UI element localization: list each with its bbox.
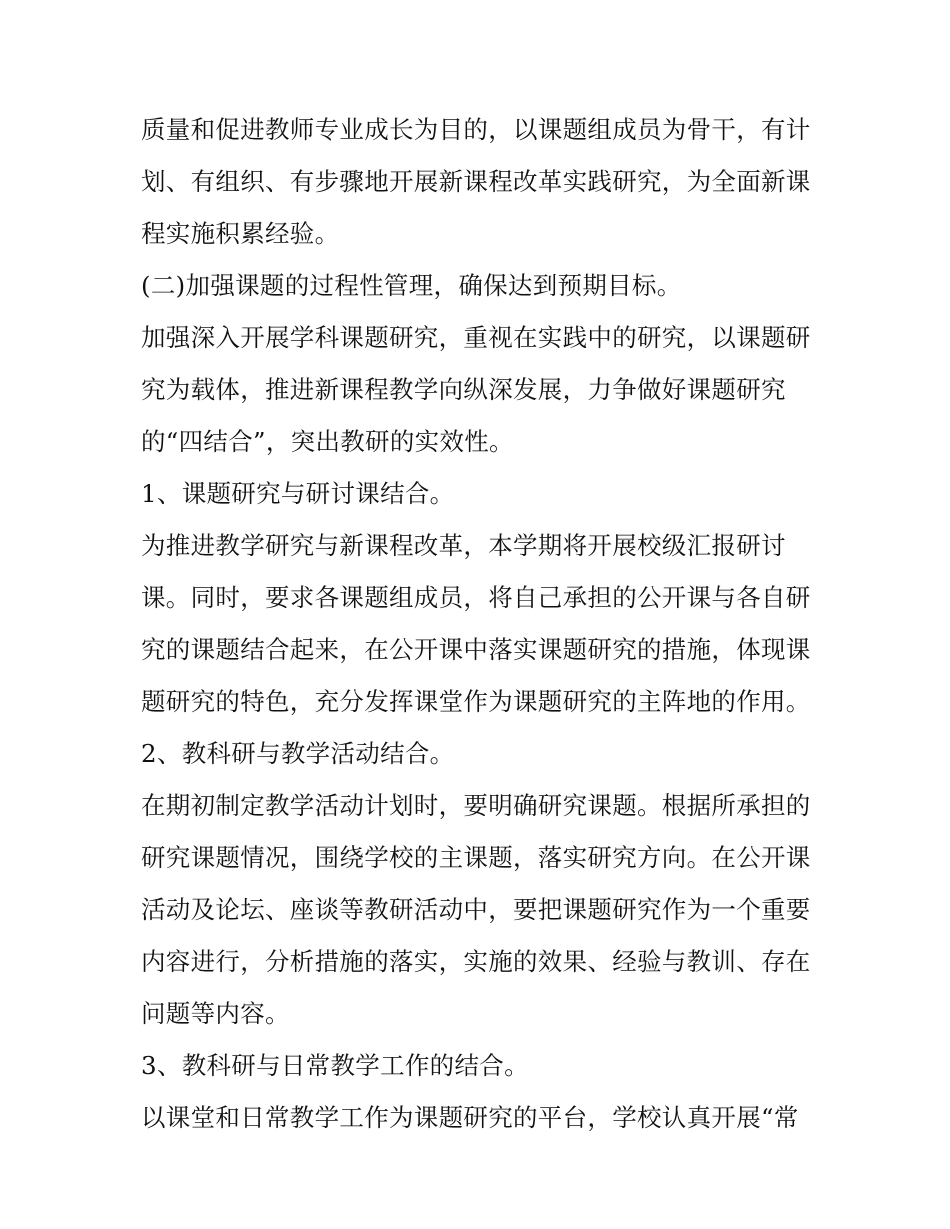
text-line: 为推进教学研究与新课程改革，本学期将开展校级汇报研讨 (141, 531, 786, 560)
text-line: 划、有组织、有步骤地开展新课程改革实践研究，为全面新课 (141, 167, 811, 196)
text-line: 在期初制定教学活动计划时，要明确研究课题。根据所承担的 (141, 791, 811, 820)
text-line: 研究课题情况，围绕学校的主课题，落实研究方向。在公开课 (141, 843, 811, 872)
text-line: 加强深入开展学科课题研究，重视在实践中的研究，以课题研 (141, 323, 811, 352)
text-line: 究的课题结合起来，在公开课中落实课题研究的措施，体现课 (141, 635, 811, 664)
document-page (141, 104, 821, 1144)
subsection-heading: 3、教科研与日常教学工作的结合。 (141, 1051, 529, 1080)
section-heading: (二)加强课题的过程性管理，确保达到预期目标。 (141, 271, 682, 300)
text-line: 题研究的特色，充分发挥课堂作为课题研究的主阵地的作用。 (141, 687, 811, 716)
text-line: 问题等内容。 (141, 999, 290, 1028)
text-line: 究为载体，推进新课程教学向纵深发展，力争做好课题研究 (141, 375, 786, 404)
text-line: 内容进行，分析措施的落实，实施的效果、经验与教训、存在 (141, 947, 811, 976)
text-line: 课。同时，要求各课题组成员，将自己承担的公开课与各自研 (141, 583, 811, 612)
text-line: 活动及论坛、座谈等教研活动中，要把课题研究作为一个重要 (141, 895, 811, 924)
subsection-heading: 1、课题研究与研讨课结合。 (141, 479, 455, 508)
text-line: 以课堂和日常教学工作为课题研究的平台，学校认真开展“常 (141, 1103, 799, 1132)
text-line: 质量和促进教师专业成长为目的，以课题组成员为骨干，有计 (141, 115, 811, 144)
subsection-heading: 2、教科研与教学活动结合。 (141, 739, 455, 768)
text-line: 的“四结合”，突出教研的实效性。 (141, 427, 514, 456)
text-line: 程实施积累经验。 (141, 219, 340, 248)
